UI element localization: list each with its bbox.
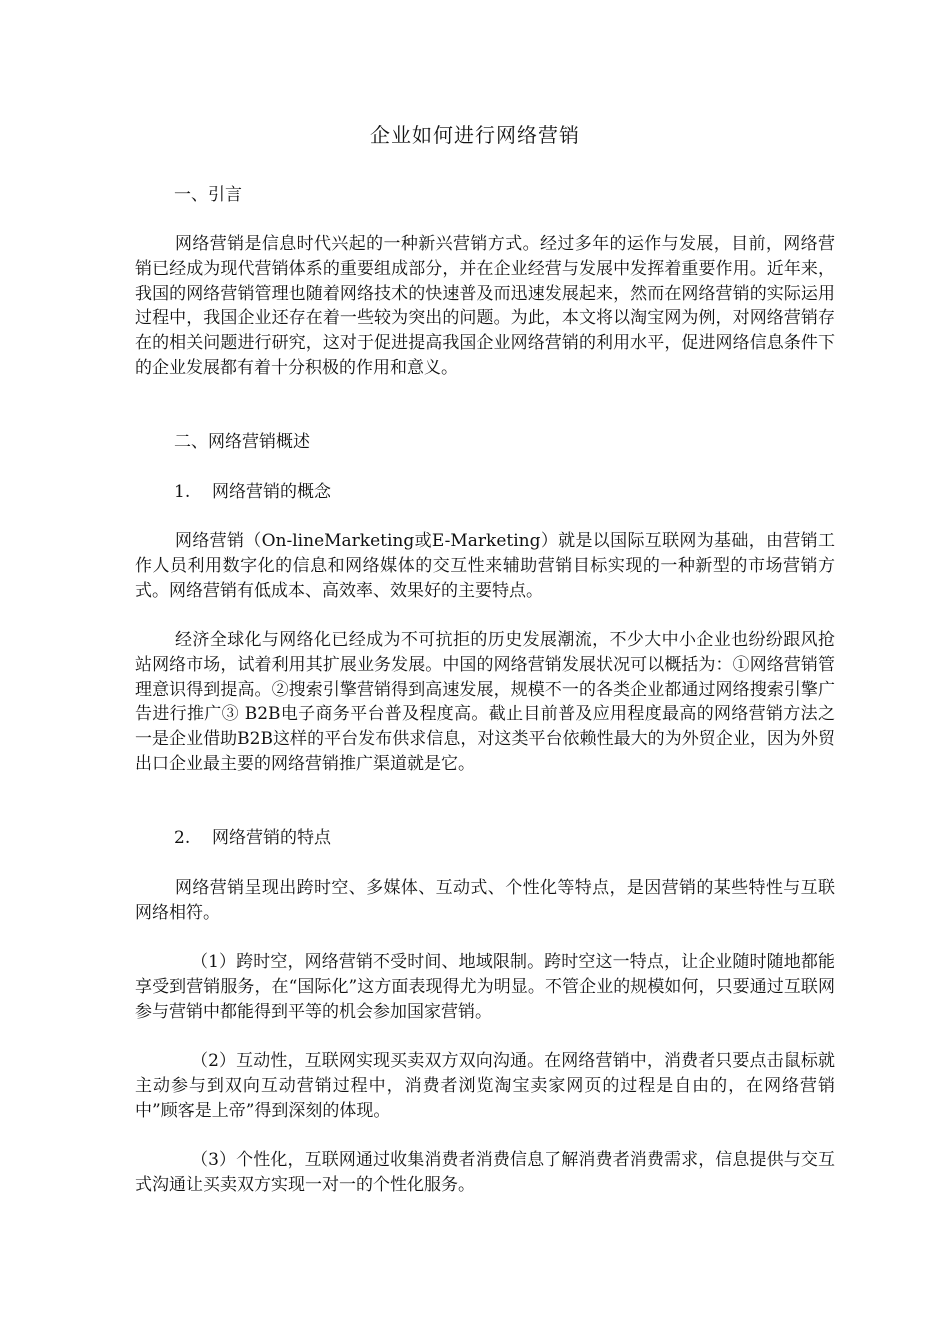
paragraph-features: 网络营销呈现出跨时空、多媒体、互动式、个性化等特点，是因营销的某些特性与互联网络相符。 — [135, 878, 835, 923]
paragraph-concept: 网络营销（On-lineMarketing或E-Marketing）就是以国际互联网为基础，由营销工作人员利用数字化的信息和网络媒体的交互性来辅助营销目标实现的一种新型的市场营销方式。网络营销有低成本、高效率、效果好的主要特点。 — [135, 531, 835, 601]
subsection-title: 网络营销的概念 — [212, 482, 331, 502]
section-heading-intro: 一、引言 — [174, 185, 242, 205]
subsection-heading-features — [174, 826, 331, 850]
subsection-number: 2. — [174, 828, 191, 848]
subsection-title: 网络营销的特点 — [212, 828, 331, 848]
paragraph-feature-3: （3）个性化，互联网通过收集消费者消费信息了解消费者消费需求，信息提供与交互式沟通让买卖双方实现一对一的个性化服务。 — [135, 1150, 835, 1195]
section-heading-overview: 二、网络营销概述 — [174, 432, 310, 452]
paragraph-feature-1: （1）跨时空，网络营销不受时间、地域限制。跨时空这一特点，让企业随时随地都能享受到营销服务，在“国际化”这方面表现得尤为明显。不管企业的规模如何，只要通过互联网参与营销中都能得到平等的机会参加国家营销。 — [135, 952, 835, 1022]
paragraph-globalization: 经济全球化与网络化已经成为不可抗拒的历史发展潮流，不少大中小企业也纷纷跟风抢站网络市场，试着利用其扩展业务发展。中国的网络营销发展状况可以概括为：①网络营销管理意识得到提高。②搜索引擎营销得到高速发展，规模不一的各类企业都通过网络搜索引擎广告进行推广③ B2B电子商务平台普及程度高。截止目前普及应用程度最高的网络营销方法之一是企业借助B2B这样的平台发布供求信息，对这类平台依赖性最大的为外贸企业，因为外贸出口企业最主要的网络营销推广渠道就是它。 — [135, 630, 835, 774]
document-title: 企业如何进行网络营销 — [370, 123, 580, 147]
subsection-heading-concept — [174, 480, 331, 504]
subsection-number: 1. — [174, 482, 191, 502]
paragraph-feature-2: （2）互动性，互联网实现买卖双方双向沟通。在网络营销中，消费者只要点击鼠标就主动参与到双向互动营销过程中，消费者浏览淘宝卖家网页的过程是自由的，在网络营销中”顾客是上帝”得到深刻的体现。 — [135, 1051, 835, 1121]
paragraph-intro: 网络营销是信息时代兴起的一种新兴营销方式。经过多年的运作与发展，目前，网络营销已经成为现代营销体系的重要组成部分，并在企业经营与发展中发挥着重要作用。近年来，我国的网络营销管理也随着网络技术的快速普及而迅速发展起来，然而在网络营销的实际运用过程中，我国企业还存在着一些较为突出的问题。为此，本文将以淘宝网为例，对网络营销存在的相关问题进行研究，这对于促进提高我国企业网络营销的利用水平，促进网络信息条件下的企业发展都有着十分积极的作用和意义。 — [135, 234, 835, 378]
